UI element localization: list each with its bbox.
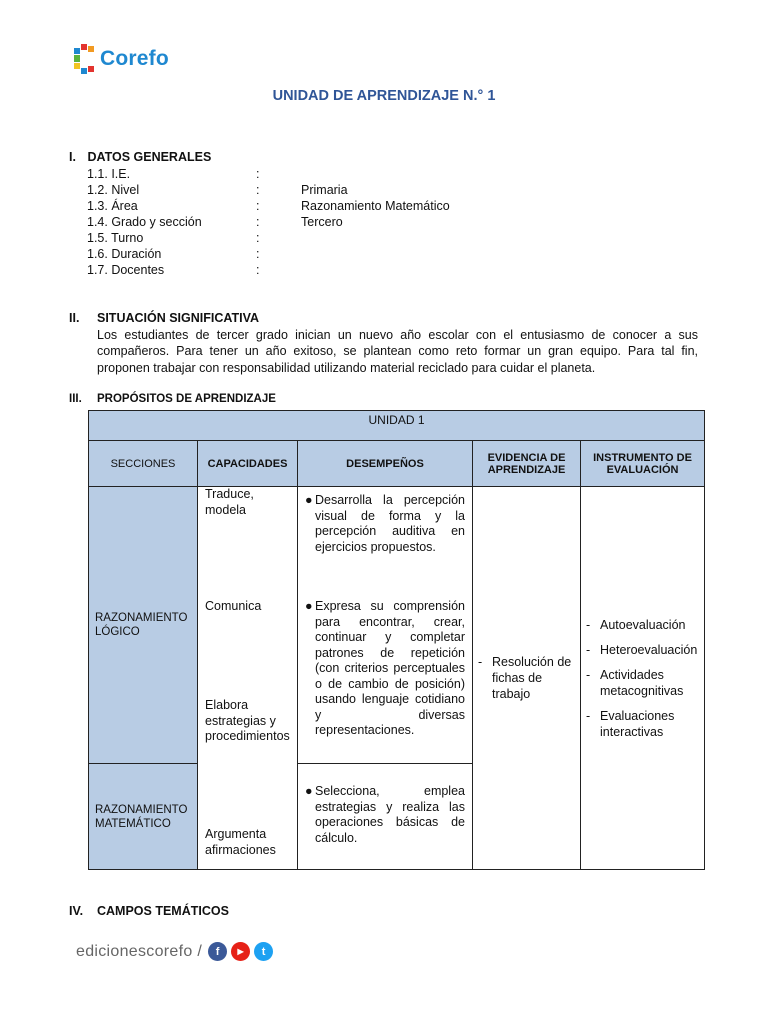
header-evidencia: EVIDENCIA DE APRENDIZAJE xyxy=(473,441,581,487)
desempenos-cell-matematico xyxy=(298,764,473,870)
footer-handle: edicionescorefo / xyxy=(76,942,203,960)
instrumento-item xyxy=(586,708,698,740)
corefo-logo xyxy=(74,44,169,74)
general-data-label: 1.3. Área xyxy=(87,199,138,213)
bullet-icon: ● xyxy=(305,599,313,613)
capacidades-cell xyxy=(198,487,298,870)
desempeno-item xyxy=(305,493,465,599)
evidencia-text: Resolución de fichas de trabajo xyxy=(492,655,572,701)
general-data-colon: : xyxy=(256,167,260,181)
footer xyxy=(76,942,273,961)
general-data-value: Tercero xyxy=(301,215,343,229)
section-1-heading xyxy=(69,150,211,164)
section-3-title: PROPÓSITOS DE APRENDIZAJE xyxy=(97,393,276,405)
section-2-title: SITUACIÓN SIGNIFICATIVA xyxy=(97,311,260,325)
general-data-colon: : xyxy=(256,215,260,229)
bullet-icon: ● xyxy=(305,784,313,798)
section-4-number: IV. xyxy=(69,904,84,918)
section-4-heading xyxy=(69,904,229,918)
evidencia-item xyxy=(478,654,574,702)
header-desempenos: DESEMPEÑOS xyxy=(298,441,473,487)
general-data-colon: : xyxy=(256,247,260,261)
instrumento-item xyxy=(586,667,698,699)
instrumento-text: Evaluaciones interactivas xyxy=(600,708,675,739)
section-cell-matematico: RAZONAMIENTO MATEMÁTICO xyxy=(89,764,198,870)
header-secciones: SECCIONES xyxy=(89,441,198,487)
general-data-label: 1.6. Duración xyxy=(87,247,162,261)
dash-icon: - xyxy=(586,642,591,657)
general-data-label: 1.1. I.E. xyxy=(87,167,131,181)
bullet-icon: ● xyxy=(305,493,313,507)
dash-icon: - xyxy=(586,617,591,632)
section-1-number: I. xyxy=(69,150,76,164)
evidencia-cell xyxy=(473,487,581,870)
situation-paragraph xyxy=(97,327,698,376)
instrumento-text: Actividades metacognitivas xyxy=(600,667,684,698)
document-title: UNIDAD DE APRENDIZAJE N.° 1 xyxy=(272,88,496,104)
desempenos-cell-logico xyxy=(298,487,473,764)
general-data-label: 1.2. Nivel xyxy=(87,183,140,197)
section-3-heading xyxy=(69,393,276,405)
section-1-title: DATOS GENERALES xyxy=(87,150,212,164)
desempeno-text: Desarrolla la percepción visual de forma y la percepción auditiva en ejercicios propuestos. xyxy=(315,493,465,554)
desempeno-item xyxy=(305,599,465,739)
dash-icon: - xyxy=(586,667,591,682)
capacidad-item: Comunica xyxy=(205,599,262,613)
section-3-number: III. xyxy=(69,393,82,405)
instrumento-text: Heteroevaluación xyxy=(600,642,698,657)
learning-purposes-table xyxy=(88,410,705,870)
desempeno-text: Selecciona, emplea estrategias y realiza las operaciones básicas de cálculo. xyxy=(315,784,465,845)
general-data-label: 1.7. Docentes xyxy=(87,263,165,277)
brand-name: Corefo xyxy=(100,47,169,70)
instrumento-item xyxy=(586,617,698,633)
section-cell-logico: RAZONAMIENTO LÓGICO xyxy=(89,487,198,764)
section-2-number: II. xyxy=(69,311,80,325)
header-instrumento: INSTRUMENTO DE EVALUACIÓN xyxy=(581,441,705,487)
capacidad-item: Traduce, modela xyxy=(205,487,254,517)
facebook-icon[interactable]: f xyxy=(208,942,227,961)
dash-icon: - xyxy=(586,708,591,723)
paragraph-line: compañeros. Para tener un año exitoso, se plantean como reto formar un gran equipo. Para tal fin, xyxy=(97,344,698,359)
section-4-title: CAMPOS TEMÁTICOS xyxy=(97,904,229,918)
general-data-value: Razonamiento Matemático xyxy=(301,199,450,213)
instrumento-item xyxy=(586,642,698,658)
capacidad-item: Argumenta afirmaciones xyxy=(205,827,276,857)
instrumento-text: Autoevaluación xyxy=(600,617,686,632)
youtube-icon[interactable]: ▶ xyxy=(231,942,250,961)
twitter-icon[interactable]: t xyxy=(254,942,273,961)
instrumento-cell xyxy=(581,487,705,870)
desempeno-item xyxy=(305,784,465,846)
corefo-logo-icon xyxy=(74,44,96,74)
paragraph-line: Los estudiantes de tercer grado inician un nuevo año escolar con el entusiasmo de conocer a sus xyxy=(97,328,698,342)
desempeno-text: Expresa su comprensión para encontrar, crear, continuar y completar patrones de repetición (con criterios perceptuales o de cambio de posición) usando lenguaje cotidiano y diversas representaciones. xyxy=(315,599,465,737)
general-data-label: 1.4. Grado y sección xyxy=(87,215,202,229)
general-data-colon: : xyxy=(256,199,260,213)
general-data-label: 1.5. Turno xyxy=(87,231,144,245)
capacidad-item: Elabora estrategias y procedimientos xyxy=(205,698,290,743)
dash-icon: - xyxy=(478,655,483,669)
general-data-colon: : xyxy=(256,263,260,277)
section-2-heading xyxy=(69,311,260,325)
general-data-colon: : xyxy=(256,231,260,245)
header-capacidades: CAPACIDADES xyxy=(198,441,298,487)
paragraph-line: proponen trabajar con responsabilidad utilizando material reciclado para cuidar el planeta. xyxy=(97,360,596,375)
general-data-value: Primaria xyxy=(301,183,348,197)
general-data-colon: : xyxy=(256,183,260,197)
unit-header: UNIDAD 1 xyxy=(89,411,705,441)
